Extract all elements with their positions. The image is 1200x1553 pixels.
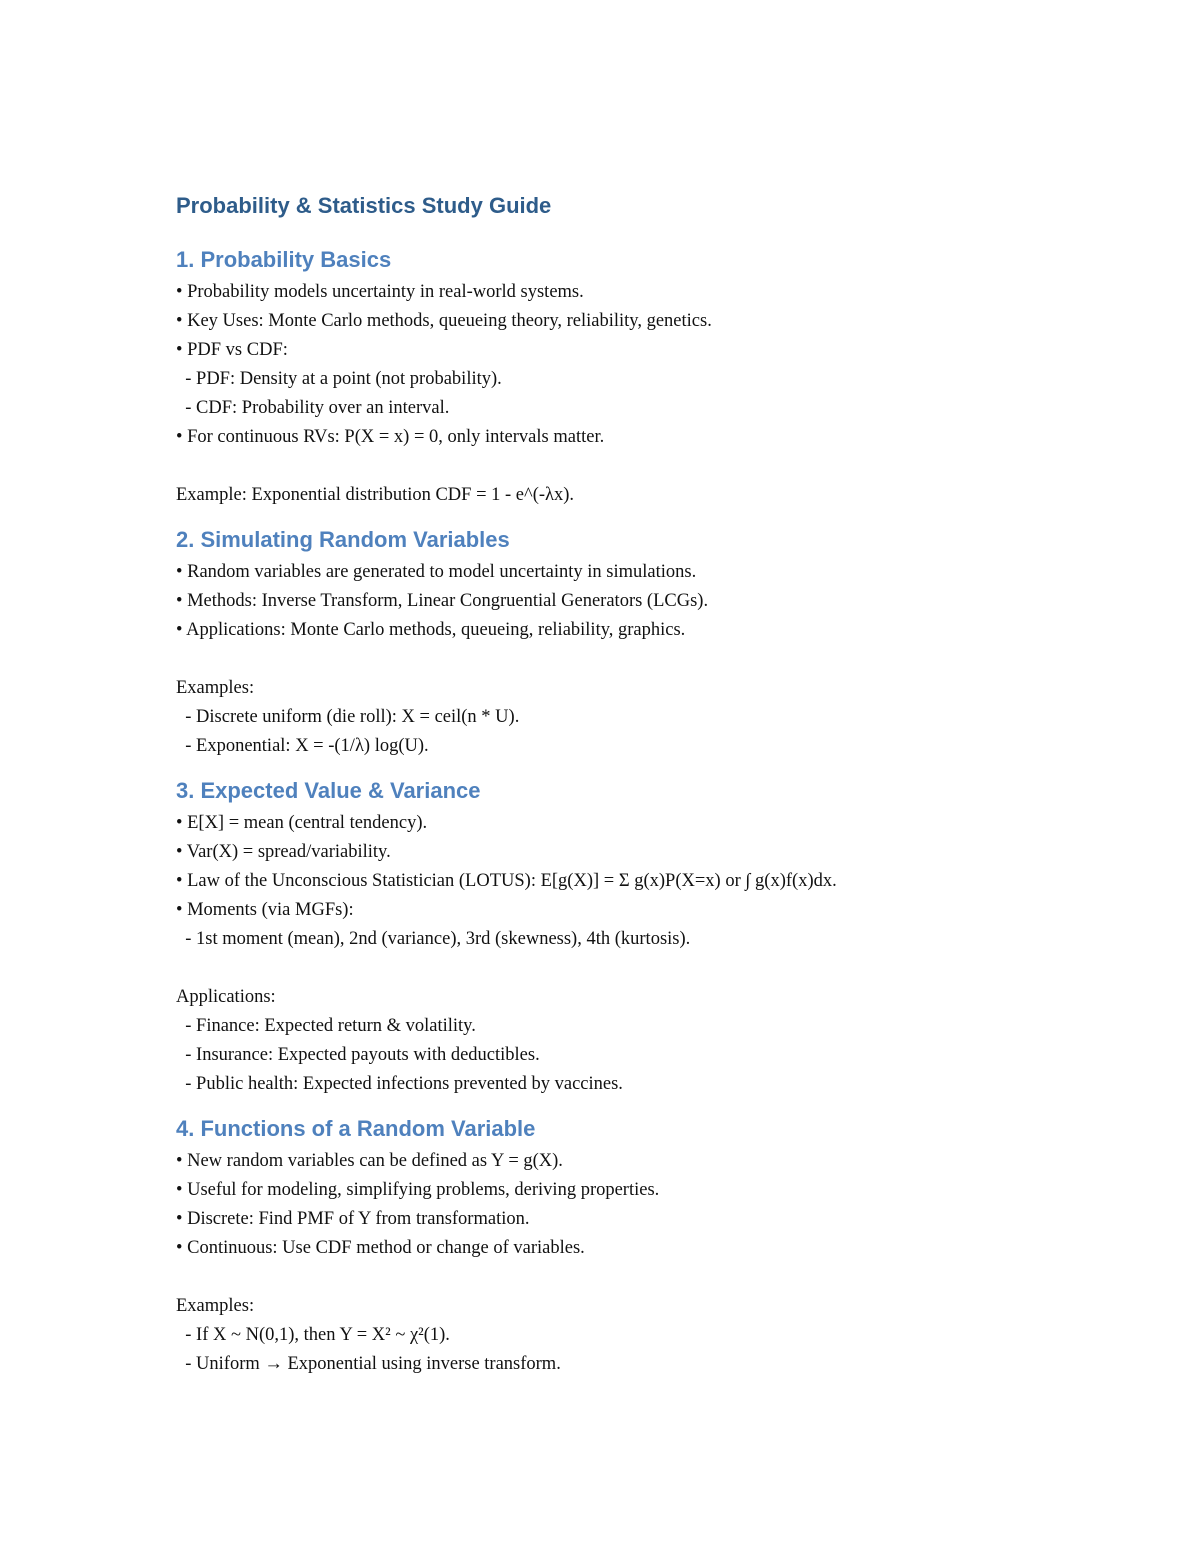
section-heading: 4. Functions of a Random Variable xyxy=(176,1116,536,1141)
text-line: • Probability models uncertainty in real-world systems. xyxy=(176,282,584,302)
text-line: - CDF: Probability over an interval. xyxy=(176,398,450,418)
text-line: - PDF: Density at a point (not probability). xyxy=(176,369,502,389)
text-line: • Law of the Unconscious Statistician (LOTUS): E[g(X)] = Σ g(x)P(X=x) or ∫ g(x)f(x)dx. xyxy=(176,871,837,891)
section-simulating-random-variables xyxy=(176,524,1036,761)
blank-line xyxy=(176,954,1036,983)
text-line: • Key Uses: Monte Carlo methods, queueing theory, reliability, genetics. xyxy=(176,311,712,331)
text-line: • Var(X) = spread/variability. xyxy=(176,842,391,862)
text-line: • Useful for modeling, simplifying problems, deriving properties. xyxy=(176,1180,660,1200)
document-content xyxy=(176,190,1036,1393)
section-expected-value-variance xyxy=(176,775,1036,1099)
text-line: • E[X] = mean (central tendency). xyxy=(176,813,428,833)
text-line: Example: Exponential distribution CDF = 1 - e^(-λx). xyxy=(176,485,575,505)
text-line: - Public health: Expected infections prevented by vaccines. xyxy=(176,1074,623,1094)
text-line: • Methods: Inverse Transform, Linear Congruential Generators (LCGs). xyxy=(176,591,709,611)
text-line: • For continuous RVs: P(X = x) = 0, only intervals matter. xyxy=(176,427,605,447)
text-line: - Discrete uniform (die roll): X = ceil(n * U). xyxy=(176,707,520,727)
text-line: - Exponential: X = -(1/λ) log(U). xyxy=(176,736,429,756)
text-line: - Finance: Expected return & volatility. xyxy=(176,1016,476,1036)
text-line: - 1st moment (mean), 2nd (variance), 3rd (skewness), 4th (kurtosis). xyxy=(176,929,691,949)
text-line: • PDF vs CDF: xyxy=(176,340,288,360)
section-functions-of-random-variable xyxy=(176,1113,1036,1379)
blank-line xyxy=(176,645,1036,674)
text-line: • Applications: Monte Carlo methods, queueing, reliability, graphics. xyxy=(176,620,686,640)
text-line: Applications: xyxy=(176,987,276,1007)
text-line: - Uniform → Exponential using inverse transform. xyxy=(176,1354,561,1374)
text-line: - If X ~ N(0,1), then Y = X² ~ χ²(1). xyxy=(176,1325,450,1345)
section-probability-basics xyxy=(176,244,1036,510)
text-line: • New random variables can be defined as Y = g(X). xyxy=(176,1151,563,1171)
section-heading: 3. Expected Value & Variance xyxy=(176,778,481,803)
blank-line xyxy=(176,1263,1036,1292)
text-line: • Continuous: Use CDF method or change of variables. xyxy=(176,1238,585,1258)
text-line: Examples: xyxy=(176,678,255,698)
blank-line xyxy=(176,452,1036,481)
text-line: • Moments (via MGFs): xyxy=(176,900,354,920)
text-line: • Discrete: Find PMF of Y from transformation. xyxy=(176,1209,530,1229)
text-line: Examples: xyxy=(176,1296,255,1316)
text-line: • Random variables are generated to model uncertainty in simulations. xyxy=(176,562,697,582)
section-heading: 2. Simulating Random Variables xyxy=(176,527,510,552)
document-title: Probability & Statistics Study Guide xyxy=(176,193,552,218)
section-heading: 1. Probability Basics xyxy=(176,247,392,272)
text-line: - Insurance: Expected payouts with deductibles. xyxy=(176,1045,540,1065)
